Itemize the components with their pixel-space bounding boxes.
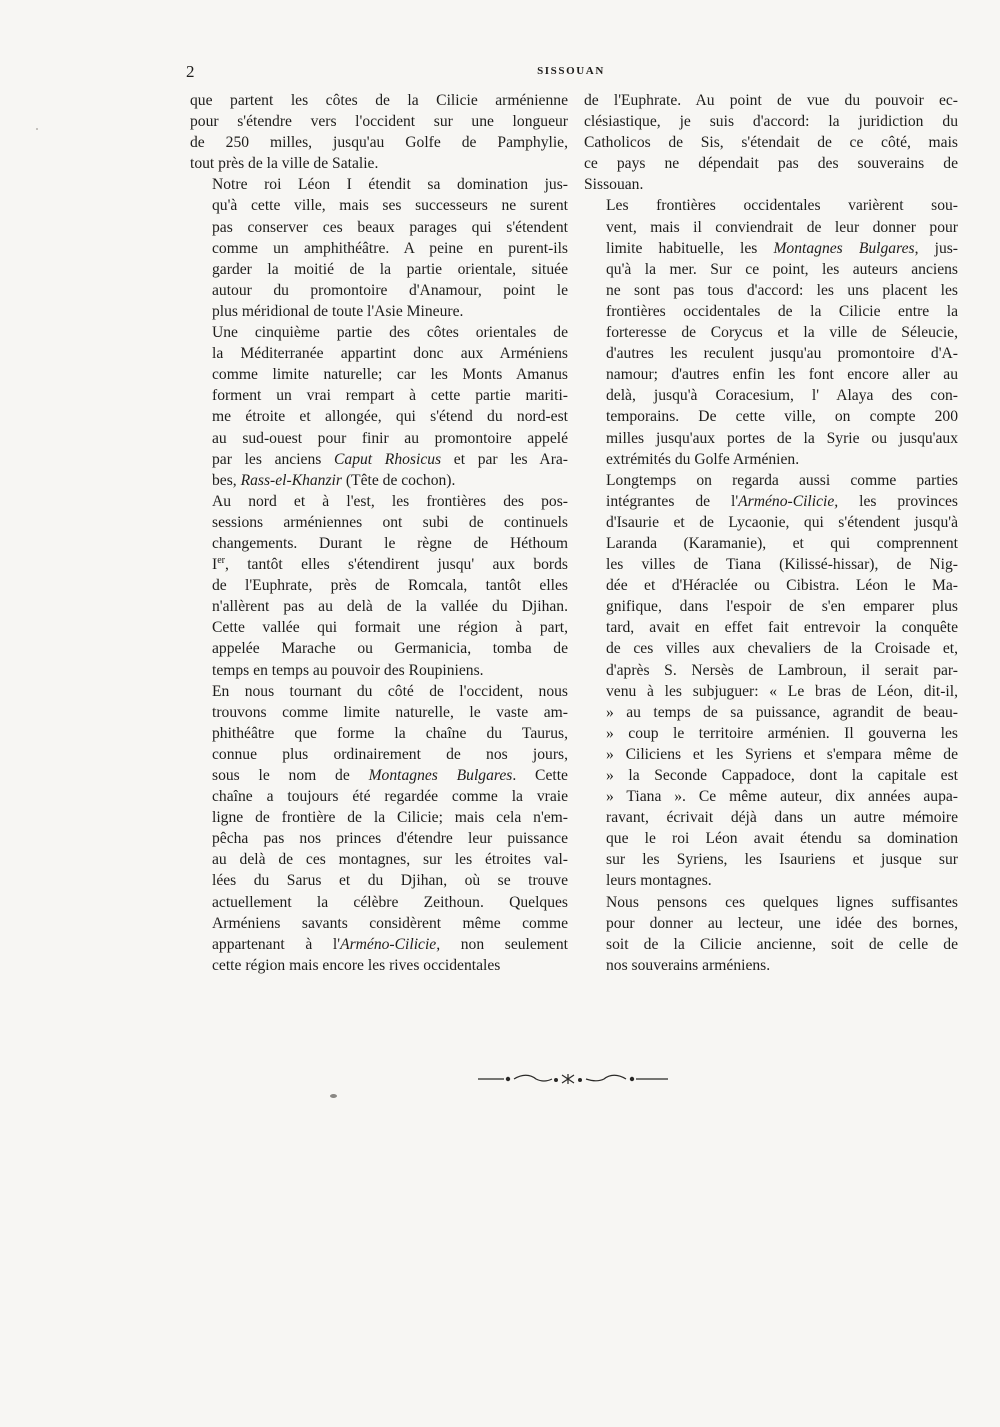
text-line: namour; d'autres enfin les font encore aller au [606, 366, 958, 384]
text-line: de ces villes aux chevaliers de la Croisade et, [606, 640, 958, 658]
text-line: frontières occidentales de la Cilicie entre la [606, 302, 958, 320]
text-line: sous le nom de Montagnes Bulgares. Cette [212, 767, 568, 784]
text-line: pas conserver ces beaux parages qui s'étendent [212, 218, 568, 236]
text-line: phithéâtre que forme la chaîne du Taurus, [212, 724, 568, 742]
text-line: trouvons comme limite naturelle, le vaste am- [212, 703, 568, 721]
text-line: bes, Rass-el-Khanzir (Tête de cochon). [212, 471, 456, 489]
text-line: pour s'étendre vers l'occident sur une longueur [190, 113, 568, 131]
text-line: les villes de Tiana (Kilissé-hissar), de Nig- [606, 556, 958, 574]
text-line: tout près de la ville de Satalie. [190, 155, 379, 173]
text-line: gnifique, dans l'espoir de s'en emparer plus [606, 598, 958, 616]
text-line: » Tiana ». Ce même auteur, dix années aupa- [606, 788, 958, 806]
text-line: » au temps de sa puissance, agrandit de beau- [606, 703, 958, 721]
text-line: lées du Sarus et du Djihan, où se trouve [212, 872, 568, 890]
text-line: Une cinquième partie des côtes orientales de [212, 324, 568, 342]
text-line: qu'à la mer. Sur ce point, les auteurs anciens [606, 260, 958, 278]
text-line: Au nord et à l'est, les frontières des pos- [212, 492, 568, 510]
text-line: appartenant à l'Arméno-Cilicie, non seulement [212, 935, 568, 953]
text-line: comme un amphithéâtre. A peine en purent-ils [212, 239, 568, 257]
text-line: me étroite et allongée, qui s'étend du nord-est [212, 408, 568, 426]
text-line: delà, jusqu'à Coracesium, l' Alaya des con- [606, 387, 958, 405]
text-line: » la Seconde Cappadoce, dont la capitale est [606, 767, 958, 784]
right-column [584, 90, 958, 976]
text-line: temporains. De cette ville, on compte 200 [606, 408, 958, 426]
text-line: Sissouan. [584, 176, 644, 194]
paragraph [190, 90, 568, 174]
text-line: garder la moitié de la partie orientale, située [212, 260, 568, 278]
text-line: temps en temps au pouvoir des Roupiniens. [212, 661, 484, 679]
text-line: ligne de frontière de la Cilicie; mais cela n'em- [212, 809, 568, 827]
text-line: au sud-ouest pour finir au promontoire appelé [212, 429, 568, 447]
text-line: Notre roi Léon I étendit sa domination jus- [212, 176, 568, 194]
ornament-stroke [514, 1075, 552, 1081]
text-line: tard, avait en effet fait entrevoir la conquête [606, 619, 958, 637]
text-line: appelée Marache ou Germanicia, tomba de [212, 640, 568, 658]
text-line: pour donner au lecteur, une idée des bornes, [606, 914, 958, 932]
paragraph [190, 174, 568, 322]
ornament-stroke [562, 1074, 574, 1084]
page-number: 2 [186, 62, 195, 81]
running-head [186, 62, 956, 84]
paragraph [190, 491, 568, 681]
text-line: qu'à cette ville, mais ses successeurs ne surent [212, 197, 568, 215]
paragraph [584, 892, 958, 976]
text-line: Cette vallée qui formait une région à part, [212, 619, 568, 637]
text-line: Laranda (Karamanie), et qui comprennent [606, 534, 958, 552]
text-line: venu à les subjuguer: « Le bras de Léon, dit-il, [606, 682, 958, 700]
paragraph [584, 195, 958, 469]
text-line: par les anciens Caput Rhosicus et par les Ara- [212, 450, 568, 468]
text-line: milles jusqu'aux portes de la Syrie ou jusqu'aux [606, 429, 958, 447]
tailpiece-ornament-icon [470, 1072, 670, 1086]
text-line: Catholicos de Sis, s'étendait de ce côté, mais [584, 134, 958, 152]
paragraph [190, 681, 568, 976]
text-line: que partent les côtes de la Cilicie arménienne [190, 92, 568, 109]
text-line: nos souverains arméniens. [606, 956, 771, 974]
text-line: dée et d'Héraclée ou Cibistra. Léon le Ma- [606, 577, 958, 595]
text-line: n'allèrent pas au delà de la vallée du Djihan. [212, 598, 568, 616]
text-line: la Méditerranée appartint donc aux Arméniens [212, 345, 568, 363]
text-line: forment un vrai rempart à cette partie mariti- [212, 387, 568, 405]
text-line: d'Isaurie et de Lycaonie, qui s'étendent jusqu'à [606, 513, 958, 531]
ornament-stroke [555, 1079, 558, 1082]
ornament-stroke [579, 1079, 582, 1082]
text-line: comme limite naturelle; car les Monts Amanus [212, 366, 568, 384]
text-line: leurs montagnes. [606, 872, 712, 890]
text-line: autour du promontoire d'Anamour, point le [212, 281, 568, 299]
ornament-stroke [630, 1077, 633, 1080]
ink-speck [36, 128, 38, 130]
text-line: intégrantes de l'Arméno-Cilicie, les provinces [606, 492, 958, 510]
text-line: chaîne a toujours été regardée comme la vraie [212, 788, 568, 806]
text-line: limite habituelle, les Montagnes Bulgares, jus- [606, 239, 958, 257]
text-line: d'après S. Nersès de Lambroun, il serait par- [606, 661, 958, 679]
text-line: actuellement la célèbre Zeithoun. Quelques [212, 893, 568, 911]
text-line: plus méridional de toute l'Asie Mineure. [212, 302, 464, 320]
text-line: connue plus ordinairement de nos jours, [212, 745, 568, 763]
text-line: changements. Durant le règne de Héthoum [212, 534, 568, 552]
text-line: de 250 milles, jusqu'au Golfe de Pamphylie, [190, 134, 568, 152]
paragraph [190, 322, 568, 491]
running-title: SISSOUAN [537, 65, 605, 77]
text-line: Ier, tantôt elles s'étendirent jusqu' aux bords [212, 554, 568, 574]
ink-speck [330, 1094, 337, 1098]
text-line: sessions arméniennes ont subi de continuels [212, 513, 568, 531]
text-line: de l'Euphrate, près de Romcala, tantôt elles [212, 577, 568, 595]
paragraph [584, 470, 958, 892]
text-line: Les frontières occidentales varièrent sou- [606, 197, 958, 215]
text-line: » coup le territoire arménien. Il gouverna les [606, 724, 958, 742]
text-line: que le roi Léon avait étendu sa domination [606, 830, 958, 848]
text-line: Nous pensons ces quelques lignes suffisantes [606, 893, 958, 911]
text-line: Longtemps on regarda aussi comme parties [606, 471, 958, 489]
text-line: clésiastique, je suis d'accord: la juridiction du [584, 113, 958, 131]
text-line: » Ciliciens et les Syriens et s'empara même de [606, 745, 958, 763]
text-line: extrémités du Golfe Arménien. [606, 450, 800, 468]
text-line: ravant, écrivait déjà dans un autre mémoire [606, 809, 958, 827]
text-line: soit de la Cilicie ancienne, soit de celle de [606, 935, 958, 953]
text-line: vent, mais il conviendrait de leur donner pour [606, 218, 958, 236]
text-line: ce pays ne dépendait pas des souverains de [584, 155, 958, 173]
ornament-stroke [506, 1077, 509, 1080]
text-line: de l'Euphrate. Au point de vue du pouvoir ec- [584, 92, 958, 109]
text-line: d'autres les reculent jusqu'au promontoire d'A- [606, 345, 958, 363]
text-line: Arméniens savants considèrent même comme [212, 914, 568, 932]
text-line: au delà de ces montagnes, sur les étroites val- [212, 851, 568, 869]
text-line: En nous tournant du côté de l'occident, nous [212, 682, 568, 700]
paragraph [584, 90, 958, 195]
text-line: ne sont pas tous d'accord: les uns placent les [606, 281, 958, 299]
ornament-stroke [586, 1075, 626, 1081]
left-column [190, 90, 568, 976]
text-line: sur les Syriens, les Isauriens et jusque sur [606, 851, 958, 869]
text-line: pêcha pas nos princes d'étendre leur puissance [212, 830, 568, 848]
text-line: cette région mais encore les rives occidentales [212, 956, 501, 974]
text-line: forteresse de Corycus et la ville de Séleucie, [606, 324, 958, 342]
